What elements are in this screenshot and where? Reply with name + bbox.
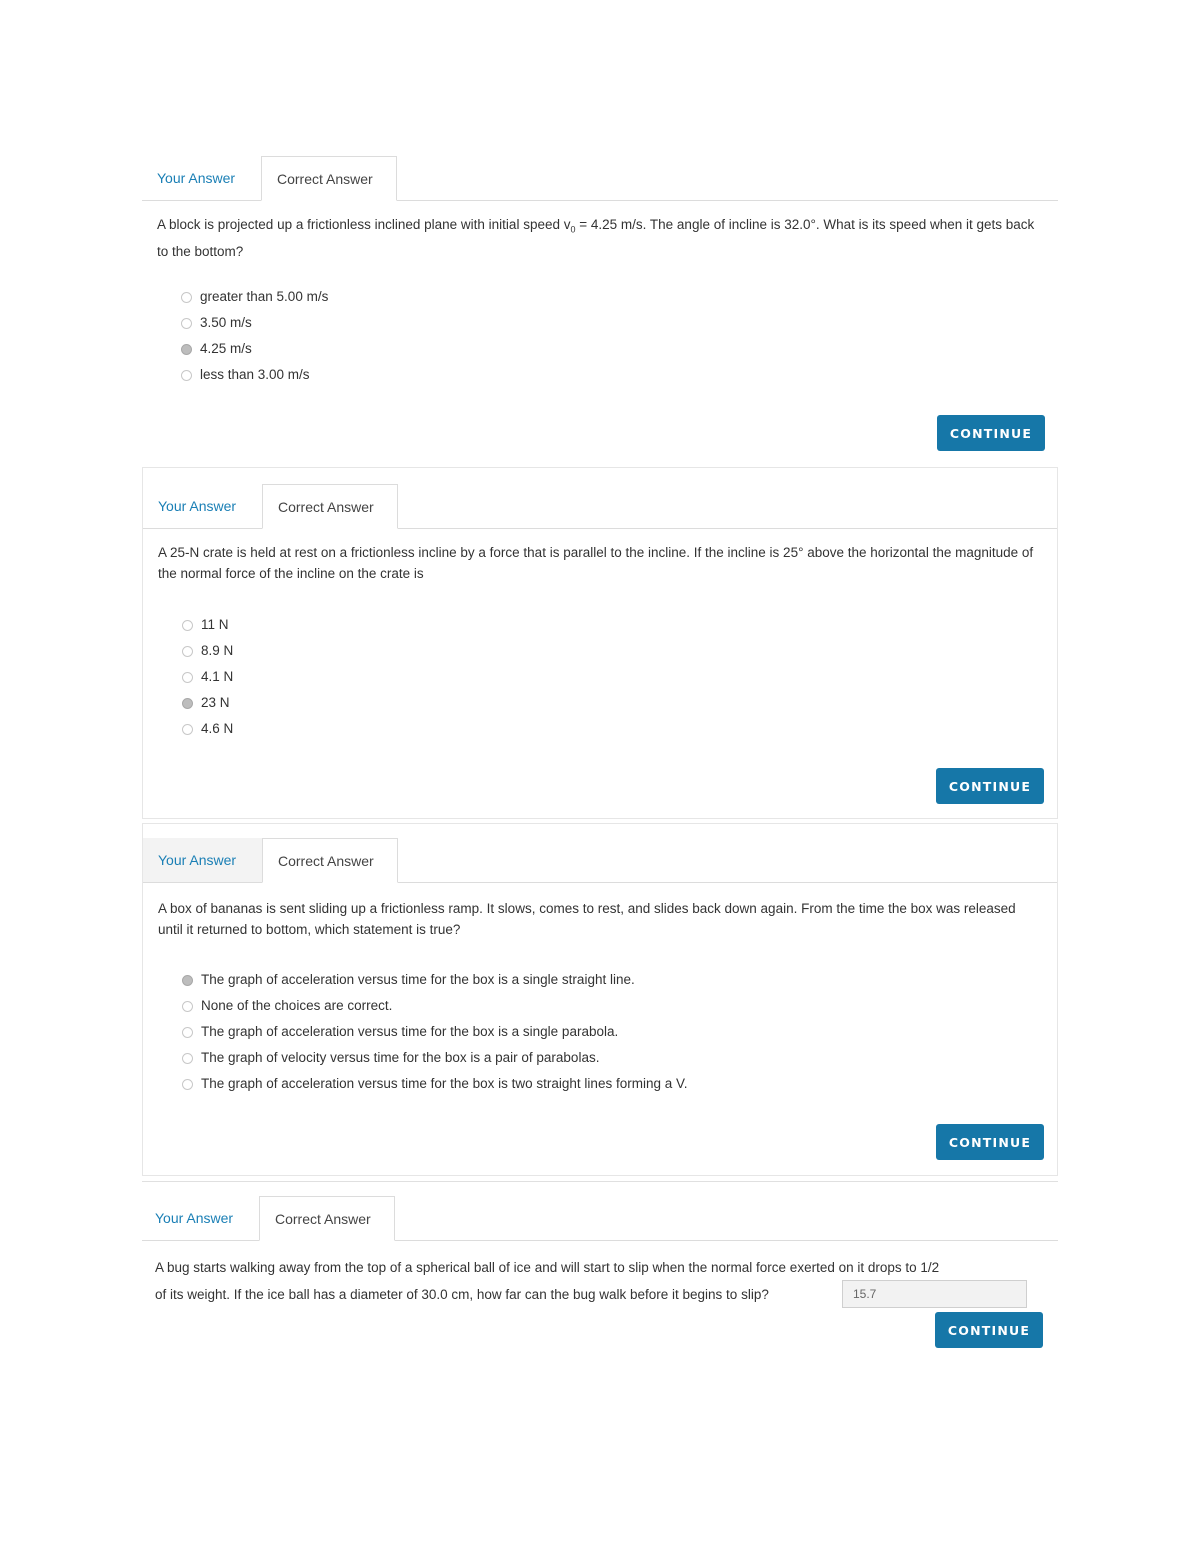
choice-option[interactable] <box>181 310 1038 336</box>
choice-option[interactable] <box>182 638 1037 664</box>
tab-your-answer[interactable]: Your Answer <box>157 170 236 186</box>
choice-label: The graph of acceleration versus time for the box is a single parabola. <box>201 1024 619 1039</box>
tab-correct-answer[interactable]: Correct Answer <box>262 484 398 529</box>
choice-option[interactable] <box>182 1019 1037 1045</box>
radio-button-selected[interactable] <box>182 698 193 709</box>
continue-button[interactable]: CONTINUE <box>936 1124 1044 1160</box>
radio-button[interactable] <box>182 620 193 631</box>
choice-label: 4.6 N <box>201 721 234 736</box>
choice-option[interactable] <box>182 1045 1037 1071</box>
question-text: A block is projected up a frictionless inclined plane with initial speed $v_0 = 4.25$ m/s. The angle of incline is 32.0°. What is its speed when it gets back to the bottom? <box>157 217 1035 259</box>
choice-option[interactable] <box>181 284 1038 310</box>
radio-button[interactable] <box>181 370 192 381</box>
answer-choices <box>181 284 1038 388</box>
radio-button[interactable] <box>182 672 193 683</box>
question-card-1 <box>142 156 1058 466</box>
choice-option[interactable] <box>181 336 1038 362</box>
radio-button[interactable] <box>182 646 193 657</box>
radio-button[interactable] <box>182 1027 193 1038</box>
tab-your-answer[interactable]: Your Answer <box>143 838 262 882</box>
continue-button[interactable]: CONTINUE <box>935 1312 1043 1348</box>
answer-input[interactable] <box>842 1280 1027 1308</box>
choice-label: The graph of velocity versus time for the box is a pair of parabolas. <box>201 1050 600 1065</box>
tab-your-answer[interactable]: Your Answer <box>155 1210 234 1226</box>
choice-option[interactable] <box>182 690 1037 716</box>
question-text: A 25-N crate is held at rest on a frictionless incline by a force that is parallel to the incline. If the incline is 25° above the horizontal the magnitude of the normal force of the incline on the crate is <box>158 545 1034 581</box>
subscript: 0 <box>570 224 576 235</box>
answer-choices <box>182 612 1037 742</box>
answer-tabs <box>142 156 1058 201</box>
answer-tabs <box>143 838 1057 883</box>
question-card-4 <box>142 1196 1058 1356</box>
choice-label: less than 3.00 m/s <box>200 367 310 382</box>
choice-label: 4.25 m/s <box>200 341 252 356</box>
choice-option[interactable] <box>182 993 1037 1019</box>
tab-correct-answer[interactable]: Correct Answer <box>261 156 397 201</box>
answer-tabs <box>142 1196 1058 1241</box>
radio-button[interactable] <box>182 1053 193 1064</box>
tab-your-answer[interactable]: Your Answer <box>158 498 237 514</box>
answer-choices <box>182 967 1037 1097</box>
question-card-2 <box>142 467 1058 819</box>
radio-button[interactable] <box>182 724 193 735</box>
choice-label: None of the choices are correct. <box>201 998 393 1013</box>
radio-button[interactable] <box>181 292 192 303</box>
choice-option[interactable] <box>182 1071 1037 1097</box>
choice-label: greater than 5.00 m/s <box>200 289 329 304</box>
choice-label: The graph of acceleration versus time for the box is a single straight line. <box>201 972 635 987</box>
question-text: A box of bananas is sent sliding up a frictionless ramp. It slows, comes to rest, and slides back down again. From the time the box was released until it returned to bottom, which statement is true? <box>158 901 1016 937</box>
continue-button[interactable]: CONTINUE <box>937 415 1045 451</box>
radio-button-selected[interactable] <box>181 344 192 355</box>
choice-label: The graph of acceleration versus time for the box is two straight lines forming a V. <box>201 1076 688 1091</box>
choice-option[interactable] <box>182 967 1037 993</box>
choice-option[interactable] <box>182 612 1037 638</box>
radio-button[interactable] <box>182 1079 193 1090</box>
choice-option[interactable] <box>181 362 1038 388</box>
radio-button[interactable] <box>182 1001 193 1012</box>
choice-option[interactable] <box>182 716 1037 742</box>
choice-label: 3.50 m/s <box>200 315 252 330</box>
question-line-2: of its weight. If the ice ball has a diameter of 30.0 cm, how far can the bug walk before it begins to slip? <box>155 1287 769 1302</box>
radio-button[interactable] <box>181 318 192 329</box>
choice-option[interactable] <box>182 664 1037 690</box>
continue-button[interactable]: CONTINUE <box>936 768 1044 804</box>
choice-label: 4.1 N <box>201 669 234 684</box>
question-card-3 <box>142 823 1058 1176</box>
choice-label: 11 N <box>201 617 229 632</box>
choice-label: 8.9 N <box>201 643 234 658</box>
question-line-1: A bug starts walking away from the top of a spherical ball of ice and will start to slip when the normal force exerted on it drops to 1/2 <box>155 1260 940 1275</box>
answer-tabs <box>143 484 1057 529</box>
tab-correct-answer[interactable]: Correct Answer <box>259 1196 395 1241</box>
tab-correct-answer[interactable]: Correct Answer <box>262 838 398 883</box>
choice-label: 23 N <box>201 695 230 710</box>
divider <box>142 1181 1058 1182</box>
radio-button-selected[interactable] <box>182 975 193 986</box>
